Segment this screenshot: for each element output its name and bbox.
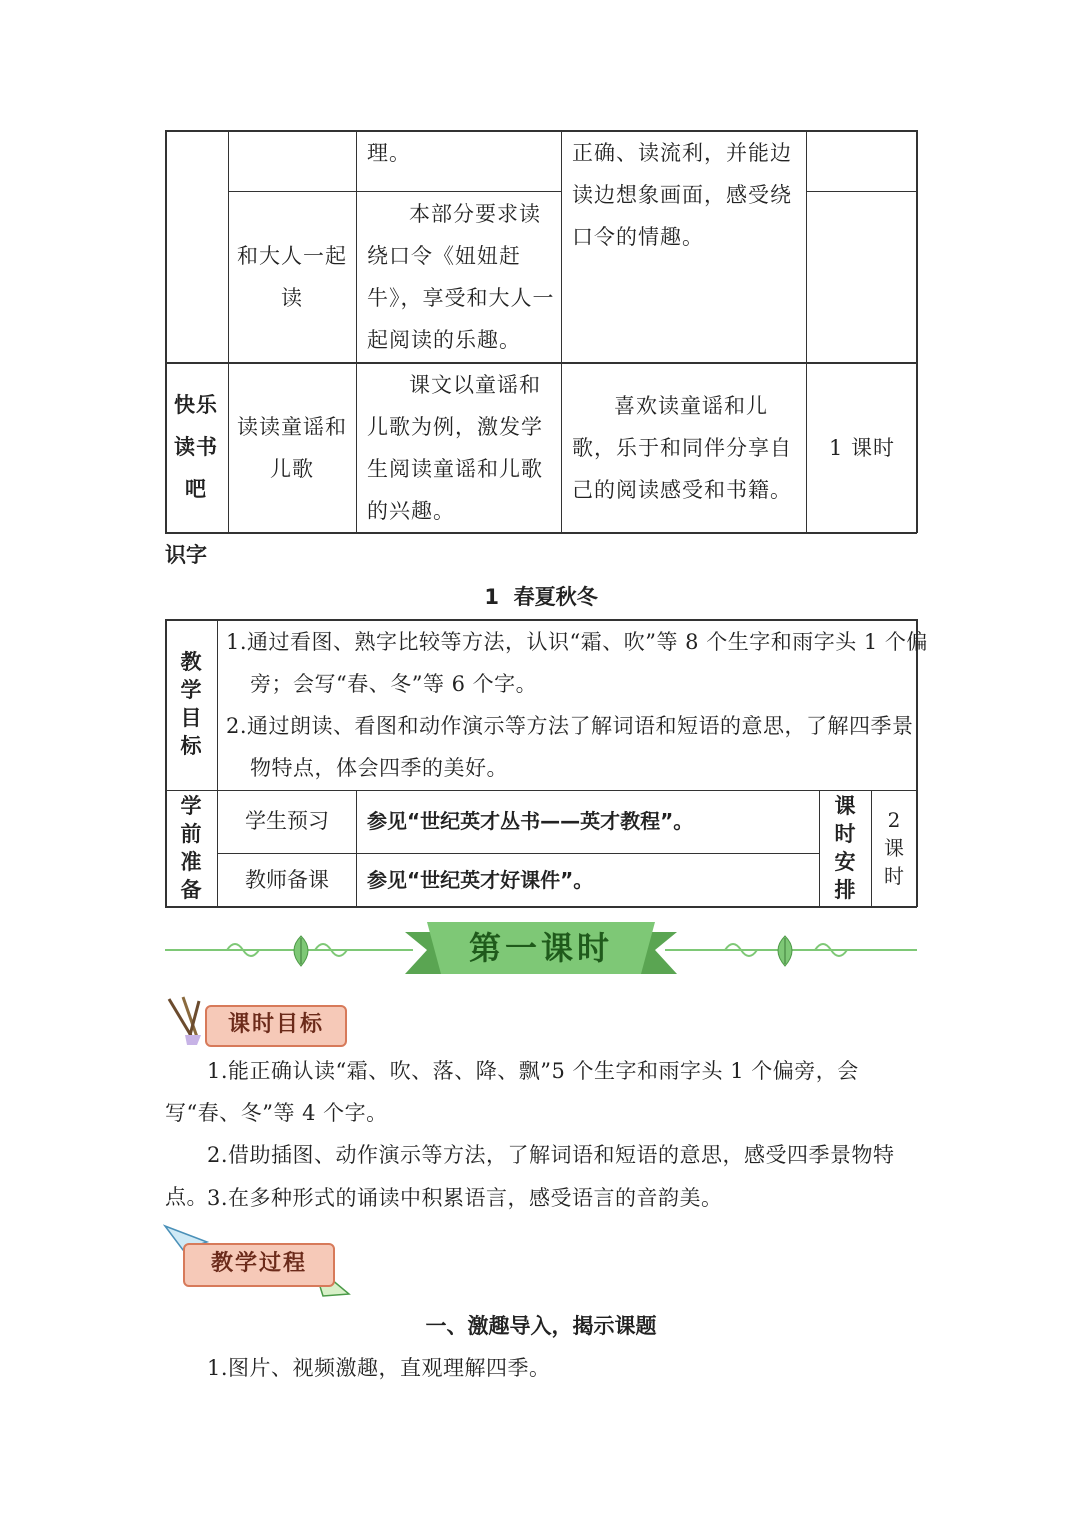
table1-row2-item: 和大人一起读 xyxy=(237,244,347,310)
unit-label: 识字 xyxy=(165,543,207,567)
student-label: 学生预习 xyxy=(245,809,329,833)
table1-row3-hours: 1 课时 xyxy=(828,436,896,460)
teacher-text: 参见“世纪英才好课件”。 xyxy=(367,868,594,892)
goal-label: 教学目标 xyxy=(180,650,202,758)
table1-row3-section: 快乐读书吧 xyxy=(174,393,218,501)
prep-label: 学前准备 xyxy=(180,794,202,902)
table1-row1-goal: 正确、读流利，并能边读边想象画面，感受绕口令的情趣。 xyxy=(572,141,792,249)
table1-row3-content: 课文以童谣和儿歌为例，激发学生阅读童谣和儿歌的兴趣。 xyxy=(367,373,543,523)
teacher-label: 教师备课 xyxy=(245,868,329,892)
table1-row2-content: 本部分要求读绕口令《妞妞赶牛》，享受和大人一起阅读的乐趣。 xyxy=(367,202,555,352)
objective-3: 3.在多种形式的诵读中积累语言，感受语言的音韵美。 xyxy=(207,1186,723,1210)
banner-title: 第一课时 xyxy=(468,929,613,967)
objective-1: 1.能正确认读“霜、吹、落、降、飘”5 个生字和雨字头 1 个偏旁，会写“春、冬”等 4 个字。 xyxy=(165,1059,859,1125)
objective-2: 2.借助插图、动作演示等方法，了解词语和短语的意思，感受四季景物特点。 xyxy=(165,1143,895,1209)
objectives-badge-label: 课时目标 xyxy=(227,1012,324,1037)
schedule-value: 2 课时 xyxy=(884,808,904,888)
goal-2: 2.通过朗读、看图和动作演示等方法了解词语和短语的意思，了解四季景物特点，体会四季的美好。 xyxy=(226,714,914,780)
step-1: 1.图片、视频激趣，直观理解四季。 xyxy=(207,1356,551,1380)
section-heading: 一、激趣导入，揭示课题 xyxy=(425,1314,657,1338)
schedule-label: 课时安排 xyxy=(834,794,856,902)
table1-row3-item: 读读童谣和儿歌 xyxy=(237,415,347,481)
table1-row3-goal: 喜欢读童谣和儿歌，乐于和同伴分享自己的阅读感受和书籍。 xyxy=(572,394,792,502)
student-text: 参见“世纪英才丛书——英才教程”。 xyxy=(367,809,694,833)
lesson-title: 1 春夏秋冬 xyxy=(484,585,598,609)
goal-1: 1.通过看图、熟字比较等方法，认识“霜、吹”等 8 个生字和雨字头 1 个偏旁；会写“春、冬”等 6 个字。 xyxy=(226,630,928,696)
table1-row1-content: 理。 xyxy=(367,141,411,165)
process-badge-label: 教学过程 xyxy=(210,1251,307,1276)
